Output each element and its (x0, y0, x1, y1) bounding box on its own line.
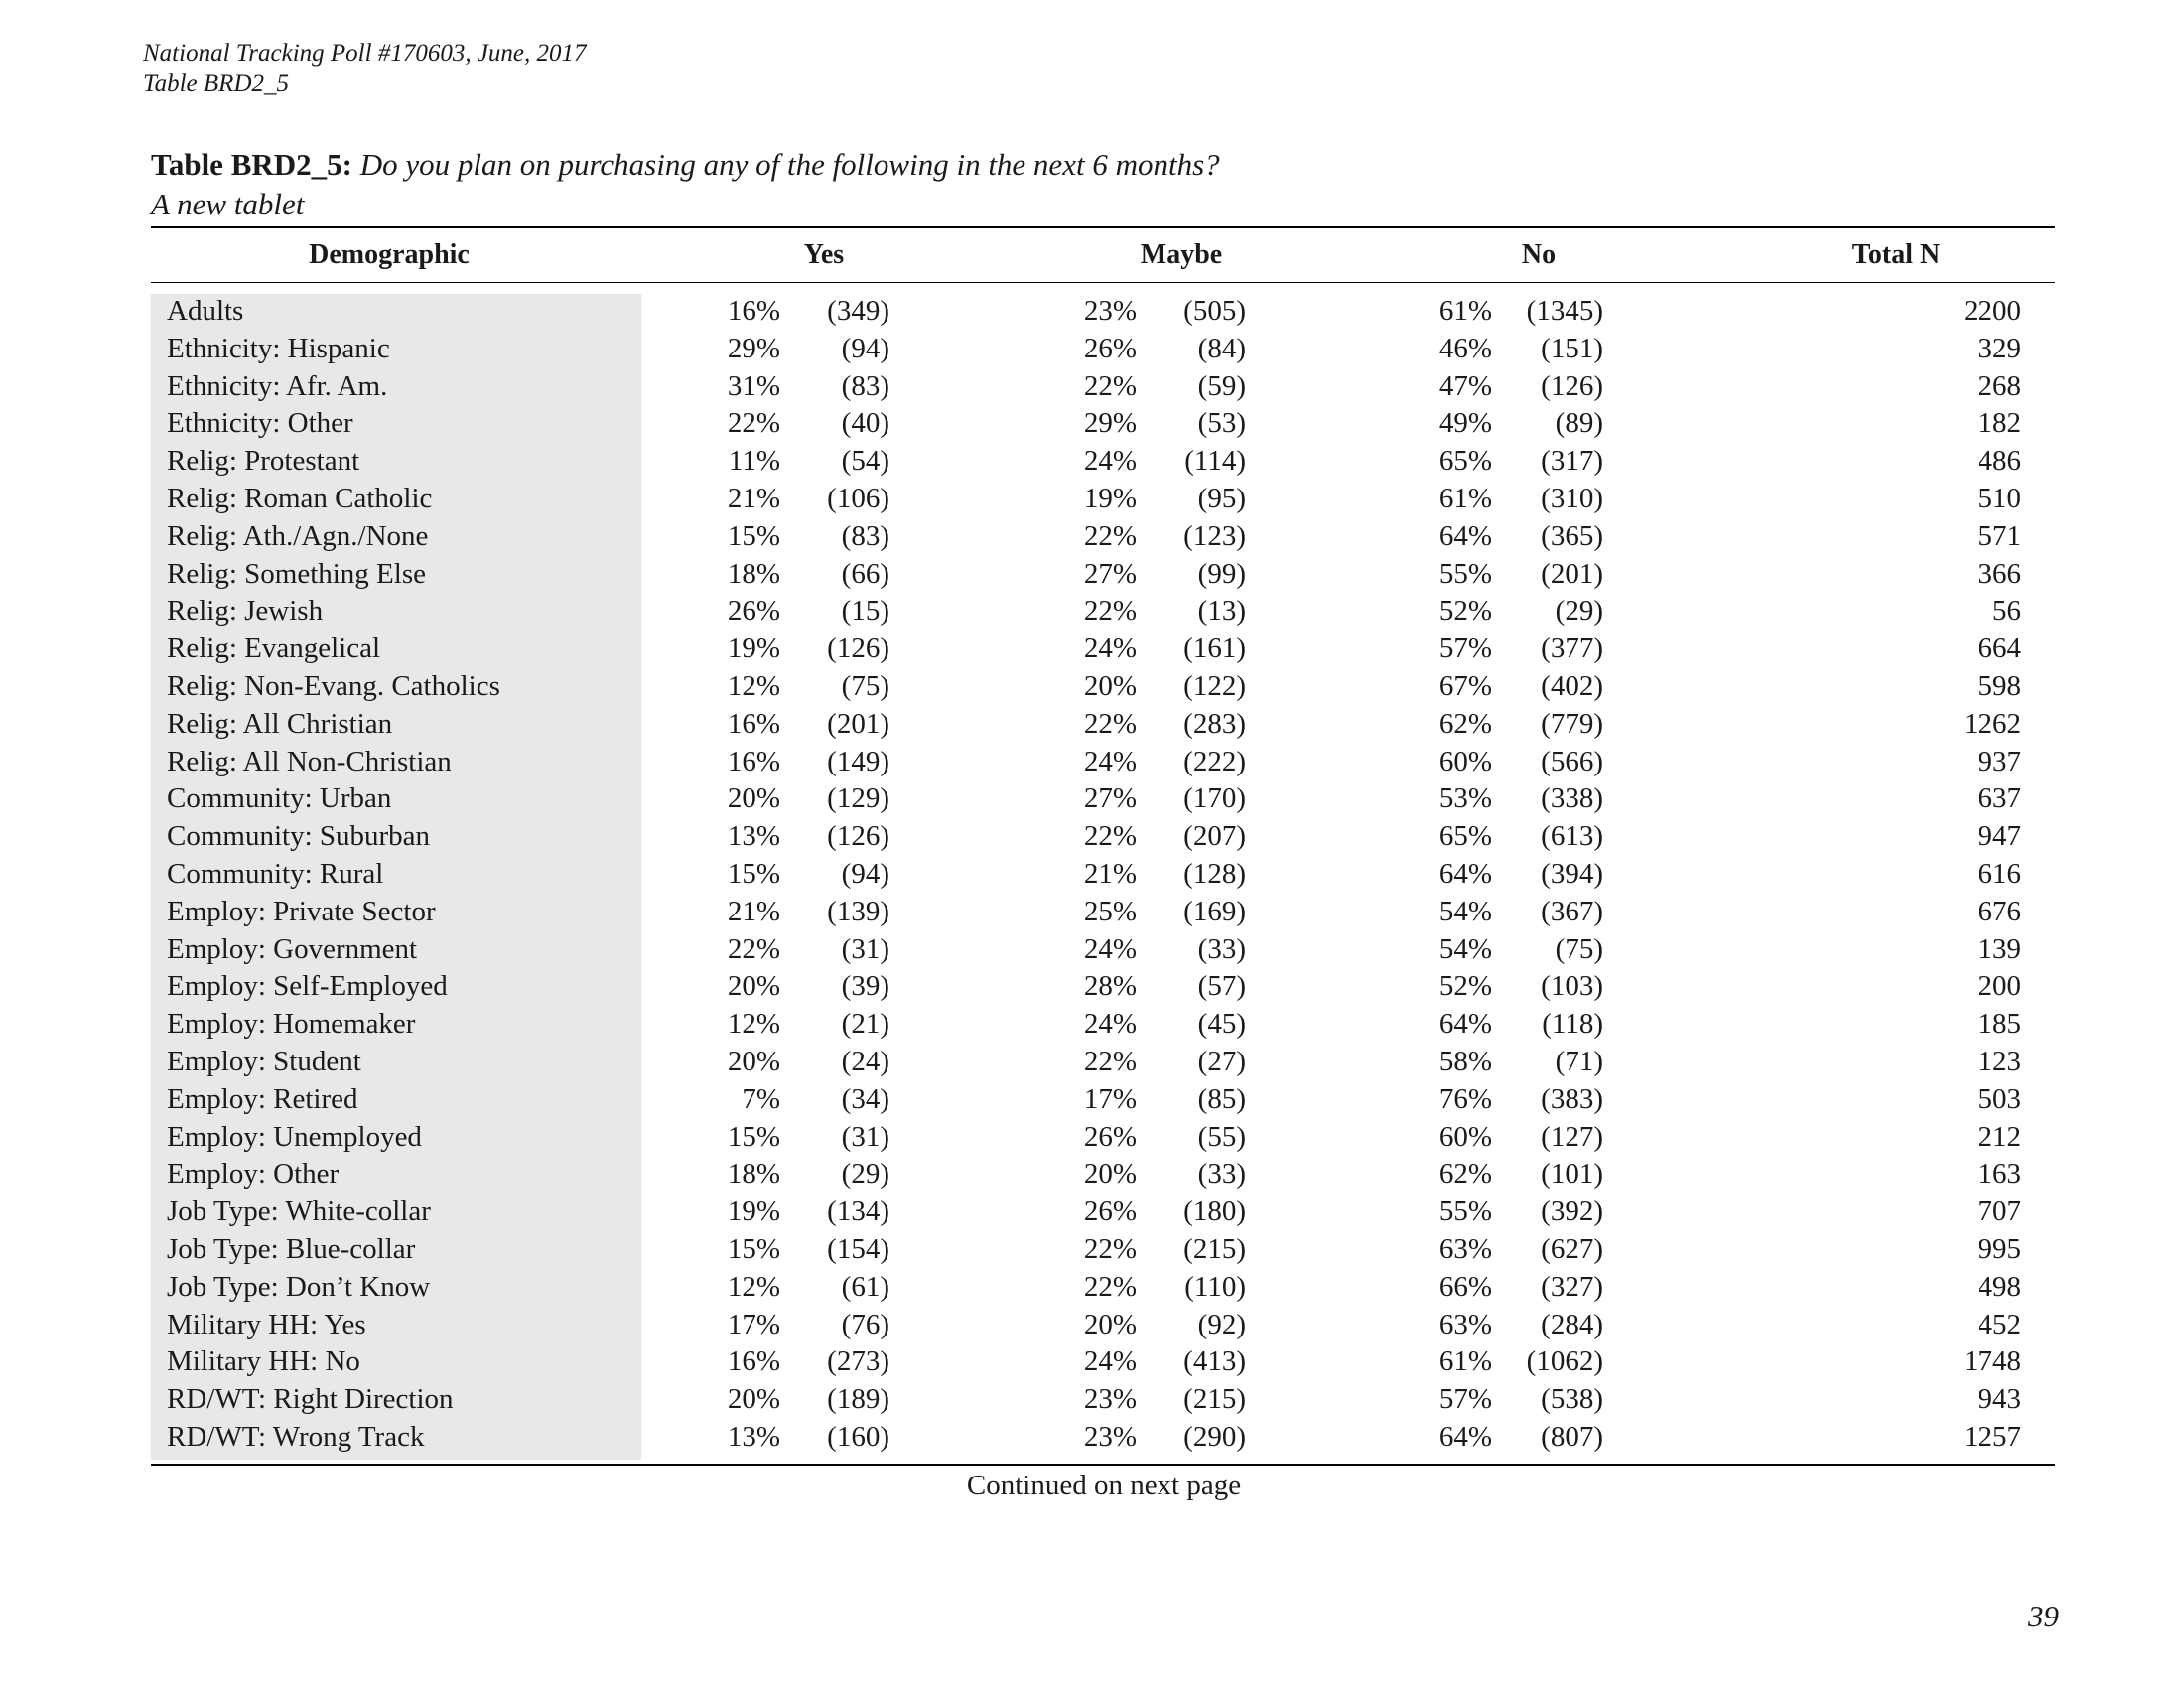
no-percent: 55% (1438, 1196, 1492, 1228)
maybe-count: (207) (1183, 820, 1246, 853)
maybe-percent: 20% (1083, 669, 1137, 702)
maybe-count: (222) (1183, 745, 1246, 777)
yes-percent: 31% (727, 369, 780, 402)
table-row (0, 894, 2184, 931)
total-count: 1262 (1964, 707, 2021, 740)
maybe-percent: 23% (1083, 1383, 1137, 1416)
yes-percent: 21% (727, 895, 780, 927)
yes-percent: 19% (727, 633, 780, 665)
table-row (0, 1381, 2184, 1419)
yes-count: (129) (827, 782, 889, 815)
total-count: 486 (1978, 445, 2021, 478)
maybe-count: (170) (1183, 782, 1246, 815)
total-count: 937 (1978, 745, 2021, 777)
maybe-percent: 22% (1083, 1232, 1137, 1265)
table-id: Table BRD2_5 (143, 70, 289, 97)
yes-count: (61) (841, 1270, 889, 1303)
table-row (0, 1194, 2184, 1231)
no-count: (75) (1555, 932, 1603, 965)
yes-count: (31) (841, 932, 889, 965)
table-row (0, 556, 2184, 594)
maybe-count: (123) (1183, 519, 1246, 552)
table-row (0, 1343, 2184, 1381)
yes-percent: 20% (727, 1045, 780, 1077)
yes-count: (31) (841, 1120, 889, 1153)
table-row (0, 1419, 2184, 1457)
total-count: 212 (1978, 1120, 2021, 1153)
no-count: (367) (1541, 895, 1603, 927)
demographic-label: Ethnicity: Afr. Am. (167, 369, 388, 402)
no-count: (310) (1541, 482, 1603, 514)
yes-count: (66) (841, 557, 889, 590)
no-count: (377) (1541, 633, 1603, 665)
demographic-label: Employ: Unemployed (167, 1120, 422, 1153)
total-count: 2200 (1964, 295, 2021, 327)
table-row (0, 293, 2184, 331)
yes-percent: 16% (727, 1345, 780, 1378)
maybe-percent: 23% (1083, 1420, 1137, 1453)
maybe-count: (84) (1197, 332, 1246, 364)
poll-title: National Tracking Poll #170603, June, 2017 (143, 40, 587, 67)
no-percent: 67% (1438, 669, 1492, 702)
yes-count: (75) (841, 669, 889, 702)
yes-percent: 15% (727, 1232, 780, 1265)
demographic-label: Ethnicity: Other (167, 407, 353, 440)
total-count: 510 (1978, 482, 2021, 514)
yes-count: (139) (827, 895, 889, 927)
total-count: 616 (1978, 857, 2021, 890)
no-percent: 76% (1438, 1082, 1492, 1115)
no-count: (383) (1541, 1082, 1603, 1115)
maybe-percent: 24% (1083, 932, 1137, 965)
demographic-label: Relig: All Non-Christian (167, 745, 452, 777)
no-count: (1345) (1526, 295, 1603, 327)
yes-count: (40) (841, 407, 889, 440)
yes-percent: 12% (727, 1008, 780, 1041)
maybe-percent: 20% (1083, 1158, 1137, 1191)
maybe-percent: 27% (1083, 557, 1137, 590)
total-count: 637 (1978, 782, 2021, 815)
no-percent: 61% (1438, 295, 1492, 327)
table-row (0, 931, 2184, 969)
yes-count: (94) (841, 332, 889, 364)
total-count: 366 (1978, 557, 2021, 590)
maybe-percent: 17% (1083, 1082, 1137, 1115)
table-row (0, 744, 2184, 781)
maybe-percent: 21% (1083, 857, 1137, 890)
running-head (143, 38, 587, 99)
yes-count: (106) (827, 482, 889, 514)
maybe-count: (215) (1183, 1232, 1246, 1265)
no-count: (402) (1541, 669, 1603, 702)
maybe-count: (33) (1197, 1158, 1246, 1191)
maybe-percent: 25% (1083, 895, 1137, 927)
total-count: 498 (1978, 1270, 2021, 1303)
maybe-count: (92) (1197, 1308, 1246, 1340)
maybe-count: (122) (1183, 669, 1246, 702)
demographic-label: Community: Rural (167, 857, 384, 890)
demographic-label: Military HH: No (167, 1345, 360, 1378)
no-percent: 55% (1438, 557, 1492, 590)
demographic-label: Job Type: Blue-collar (167, 1232, 416, 1265)
no-percent: 64% (1438, 519, 1492, 552)
demographic-label: Community: Suburban (167, 820, 431, 853)
demographic-label: Relig: Non-Evang. Catholics (167, 669, 500, 702)
maybe-percent: 22% (1083, 519, 1137, 552)
demographic-label: Adults (167, 295, 244, 327)
demographic-label: Employ: Self-Employed (167, 970, 448, 1003)
yes-percent: 18% (727, 1158, 780, 1191)
column-header-no: No (1521, 239, 1557, 270)
no-percent: 57% (1438, 1383, 1492, 1416)
demographic-label: Employ: Other (167, 1158, 340, 1191)
yes-percent: 16% (727, 295, 780, 327)
no-percent: 61% (1438, 482, 1492, 514)
maybe-percent: 22% (1083, 369, 1137, 402)
no-percent: 47% (1438, 369, 1492, 402)
yes-percent: 20% (727, 970, 780, 1003)
maybe-percent: 28% (1083, 970, 1137, 1003)
table-row (0, 1081, 2184, 1119)
maybe-percent: 26% (1083, 1196, 1137, 1228)
table-row (0, 1307, 2184, 1344)
maybe-count: (161) (1183, 633, 1246, 665)
table-row (0, 1269, 2184, 1307)
yes-percent: 22% (727, 407, 780, 440)
yes-percent: 16% (727, 745, 780, 777)
table-row (0, 443, 2184, 481)
yes-percent: 15% (727, 1120, 780, 1153)
header-rule (151, 282, 2055, 283)
caption-question: Do you plan on purchasing any of the following in the next 6 months? (359, 147, 1220, 182)
no-count: (327) (1541, 1270, 1603, 1303)
yes-percent: 13% (727, 1420, 780, 1453)
yes-count: (24) (841, 1045, 889, 1077)
no-percent: 63% (1438, 1308, 1492, 1340)
demographic-label: RD/WT: Right Direction (167, 1383, 454, 1416)
maybe-count: (27) (1197, 1045, 1246, 1077)
yes-percent: 21% (727, 482, 780, 514)
demographic-label: Employ: Government (167, 932, 418, 965)
total-count: 943 (1978, 1383, 2021, 1416)
maybe-percent: 24% (1083, 633, 1137, 665)
yes-count: (149) (827, 745, 889, 777)
yes-percent: 19% (727, 1196, 780, 1228)
demographic-label: Employ: Homemaker (167, 1008, 416, 1041)
no-percent: 64% (1438, 1420, 1492, 1453)
yes-percent: 15% (727, 857, 780, 890)
table-row (0, 1044, 2184, 1081)
no-count: (71) (1555, 1045, 1603, 1077)
yes-percent: 12% (727, 1270, 780, 1303)
total-count: 139 (1978, 932, 2021, 965)
yes-percent: 29% (727, 332, 780, 364)
no-percent: 64% (1438, 1008, 1492, 1041)
demographic-label: Community: Urban (167, 782, 392, 815)
table-row (0, 368, 2184, 406)
no-percent: 62% (1438, 707, 1492, 740)
total-count: 123 (1978, 1045, 2021, 1077)
no-count: (1062) (1526, 1345, 1603, 1378)
table-row (0, 856, 2184, 894)
table-row (0, 405, 2184, 443)
maybe-percent: 27% (1083, 782, 1137, 815)
maybe-count: (169) (1183, 895, 1246, 927)
yes-count: (29) (841, 1158, 889, 1191)
no-count: (627) (1541, 1232, 1603, 1265)
no-percent: 46% (1438, 332, 1492, 364)
no-percent: 61% (1438, 1345, 1492, 1378)
yes-count: (83) (841, 369, 889, 402)
yes-count: (189) (827, 1383, 889, 1416)
maybe-percent: 22% (1083, 1270, 1137, 1303)
maybe-percent: 23% (1083, 295, 1137, 327)
maybe-percent: 20% (1083, 1308, 1137, 1340)
caption-label: Table BRD2_5: (151, 147, 352, 182)
yes-percent: 12% (727, 669, 780, 702)
no-percent: 60% (1438, 1120, 1492, 1153)
demographic-label: Relig: Roman Catholic (167, 482, 433, 514)
no-count: (201) (1541, 557, 1603, 590)
yes-percent: 20% (727, 1383, 780, 1416)
yes-count: (126) (827, 633, 889, 665)
demographic-label: Ethnicity: Hispanic (167, 332, 390, 364)
total-count: 1748 (1964, 1345, 2021, 1378)
no-percent: 58% (1438, 1045, 1492, 1077)
no-count: (317) (1541, 445, 1603, 478)
yes-percent: 16% (727, 707, 780, 740)
demographic-label: Employ: Student (167, 1045, 361, 1077)
total-count: 56 (1992, 595, 2021, 628)
no-count: (284) (1541, 1308, 1603, 1340)
maybe-count: (53) (1197, 407, 1246, 440)
no-count: (29) (1555, 595, 1603, 628)
yes-percent: 11% (728, 445, 780, 478)
demographic-label: Relig: All Christian (167, 707, 393, 740)
no-count: (365) (1541, 519, 1603, 552)
maybe-percent: 22% (1083, 707, 1137, 740)
column-header-yes: Yes (803, 239, 845, 270)
yes-count: (39) (841, 970, 889, 1003)
maybe-count: (45) (1197, 1008, 1246, 1041)
yes-count: (134) (827, 1196, 889, 1228)
no-percent: 63% (1438, 1232, 1492, 1265)
yes-percent: 20% (727, 782, 780, 815)
maybe-count: (13) (1197, 595, 1246, 628)
maybe-percent: 24% (1083, 745, 1137, 777)
page-number: 39 (2028, 1599, 2059, 1633)
maybe-count: (215) (1183, 1383, 1246, 1416)
no-count: (538) (1541, 1383, 1603, 1416)
table-row (0, 518, 2184, 556)
demographic-label: Job Type: Don’t Know (167, 1270, 431, 1303)
table-row (0, 481, 2184, 518)
table-body (0, 293, 2184, 1457)
total-count: 182 (1978, 407, 2021, 440)
no-count: (127) (1541, 1120, 1603, 1153)
table-row (0, 593, 2184, 631)
column-header-total: Total N (1851, 239, 1941, 270)
yes-count: (273) (827, 1345, 889, 1378)
no-count: (566) (1541, 745, 1603, 777)
yes-count: (21) (841, 1008, 889, 1041)
yes-percent: 13% (727, 820, 780, 853)
maybe-percent: 24% (1083, 445, 1137, 478)
no-count: (613) (1541, 820, 1603, 853)
total-count: 1257 (1964, 1420, 2021, 1453)
caption-subtitle: A new tablet (151, 187, 305, 221)
demographic-label: Employ: Retired (167, 1082, 358, 1115)
total-count: 598 (1978, 669, 2021, 702)
demographic-label: Job Type: White-collar (167, 1196, 431, 1228)
yes-count: (54) (841, 445, 889, 478)
maybe-count: (290) (1183, 1420, 1246, 1453)
total-count: 452 (1978, 1308, 2021, 1340)
table-row (0, 1156, 2184, 1194)
total-count: 200 (1978, 970, 2021, 1003)
yes-count: (15) (841, 595, 889, 628)
table-row (0, 631, 2184, 668)
table-row (0, 1231, 2184, 1269)
yes-count: (349) (827, 295, 889, 327)
no-percent: 52% (1438, 595, 1492, 628)
maybe-percent: 29% (1083, 407, 1137, 440)
maybe-count: (55) (1197, 1120, 1246, 1153)
no-count: (103) (1541, 970, 1603, 1003)
total-count: 571 (1978, 519, 2021, 552)
table-row (0, 706, 2184, 744)
table-row (0, 780, 2184, 818)
maybe-percent: 22% (1083, 595, 1137, 628)
yes-percent: 22% (727, 932, 780, 965)
no-count: (151) (1541, 332, 1603, 364)
maybe-count: (114) (1184, 445, 1246, 478)
total-count: 995 (1978, 1232, 2021, 1265)
no-count: (394) (1541, 857, 1603, 890)
column-header-demographic: Demographic (309, 239, 470, 270)
yes-count: (83) (841, 519, 889, 552)
yes-percent: 17% (727, 1308, 780, 1340)
no-count: (126) (1541, 369, 1603, 402)
maybe-percent: 24% (1083, 1345, 1137, 1378)
total-count: 163 (1978, 1158, 2021, 1191)
maybe-percent: 24% (1083, 1008, 1137, 1041)
demographic-label: Relig: Jewish (167, 595, 324, 628)
no-count: (118) (1542, 1008, 1603, 1041)
table-row (0, 968, 2184, 1006)
yes-percent: 18% (727, 557, 780, 590)
demographic-label: Relig: Evangelical (167, 633, 381, 665)
maybe-count: (180) (1183, 1196, 1246, 1228)
no-count: (101) (1541, 1158, 1603, 1191)
maybe-percent: 22% (1083, 820, 1137, 853)
table-row (0, 668, 2184, 706)
demographic-label: Employ: Private Sector (167, 895, 436, 927)
total-count: 676 (1978, 895, 2021, 927)
yes-count: (76) (841, 1308, 889, 1340)
no-percent: 66% (1438, 1270, 1492, 1303)
table-caption (151, 145, 1220, 224)
yes-count: (201) (827, 707, 889, 740)
no-count: (338) (1541, 782, 1603, 815)
maybe-percent: 22% (1083, 1045, 1137, 1077)
maybe-count: (59) (1197, 369, 1246, 402)
total-count: 503 (1978, 1082, 2021, 1115)
no-percent: 49% (1438, 407, 1492, 440)
no-percent: 62% (1438, 1158, 1492, 1191)
total-count: 268 (1978, 369, 2021, 402)
no-count: (89) (1555, 407, 1603, 440)
no-percent: 60% (1438, 745, 1492, 777)
yes-percent: 15% (727, 519, 780, 552)
total-count: 664 (1978, 633, 2021, 665)
maybe-percent: 26% (1083, 1120, 1137, 1153)
maybe-count: (110) (1184, 1270, 1246, 1303)
yes-count: (94) (841, 857, 889, 890)
yes-percent: 26% (727, 595, 780, 628)
total-count: 947 (1978, 820, 2021, 853)
maybe-count: (33) (1197, 932, 1246, 965)
yes-count: (154) (827, 1232, 889, 1265)
total-count: 707 (1978, 1196, 2021, 1228)
total-count: 329 (1978, 332, 2021, 364)
no-count: (779) (1541, 707, 1603, 740)
table-row (0, 331, 2184, 368)
yes-count: (126) (827, 820, 889, 853)
no-percent: 54% (1438, 932, 1492, 965)
no-percent: 65% (1438, 445, 1492, 478)
column-header-maybe: Maybe (1140, 239, 1223, 270)
demographic-label: Relig: Something Else (167, 557, 426, 590)
maybe-percent: 19% (1083, 482, 1137, 514)
continued-note: Continued on next page (966, 1470, 1242, 1501)
no-count: (392) (1541, 1196, 1603, 1228)
demographic-label: Military HH: Yes (167, 1308, 366, 1340)
maybe-count: (85) (1197, 1082, 1246, 1115)
maybe-count: (99) (1197, 557, 1246, 590)
total-count: 185 (1978, 1008, 2021, 1041)
maybe-count: (128) (1183, 857, 1246, 890)
demographic-label: Relig: Protestant (167, 445, 360, 478)
no-percent: 65% (1438, 820, 1492, 853)
no-percent: 64% (1438, 857, 1492, 890)
yes-count: (34) (841, 1082, 889, 1115)
yes-percent: 7% (742, 1082, 780, 1115)
no-percent: 53% (1438, 782, 1492, 815)
no-count: (807) (1541, 1420, 1603, 1453)
table-row (0, 1006, 2184, 1044)
maybe-count: (57) (1197, 970, 1246, 1003)
maybe-count: (283) (1183, 707, 1246, 740)
maybe-count: (505) (1183, 295, 1246, 327)
table-row (0, 818, 2184, 856)
no-percent: 54% (1438, 895, 1492, 927)
table-row (0, 1119, 2184, 1157)
demographic-label: RD/WT: Wrong Track (167, 1420, 425, 1453)
no-percent: 52% (1438, 970, 1492, 1003)
demographic-label: Relig: Ath./Agn./None (167, 519, 429, 552)
yes-count: (160) (827, 1420, 889, 1453)
maybe-percent: 26% (1083, 332, 1137, 364)
maybe-count: (95) (1197, 482, 1246, 514)
no-percent: 57% (1438, 633, 1492, 665)
table-top-rule (151, 226, 2055, 228)
maybe-count: (413) (1183, 1345, 1246, 1378)
